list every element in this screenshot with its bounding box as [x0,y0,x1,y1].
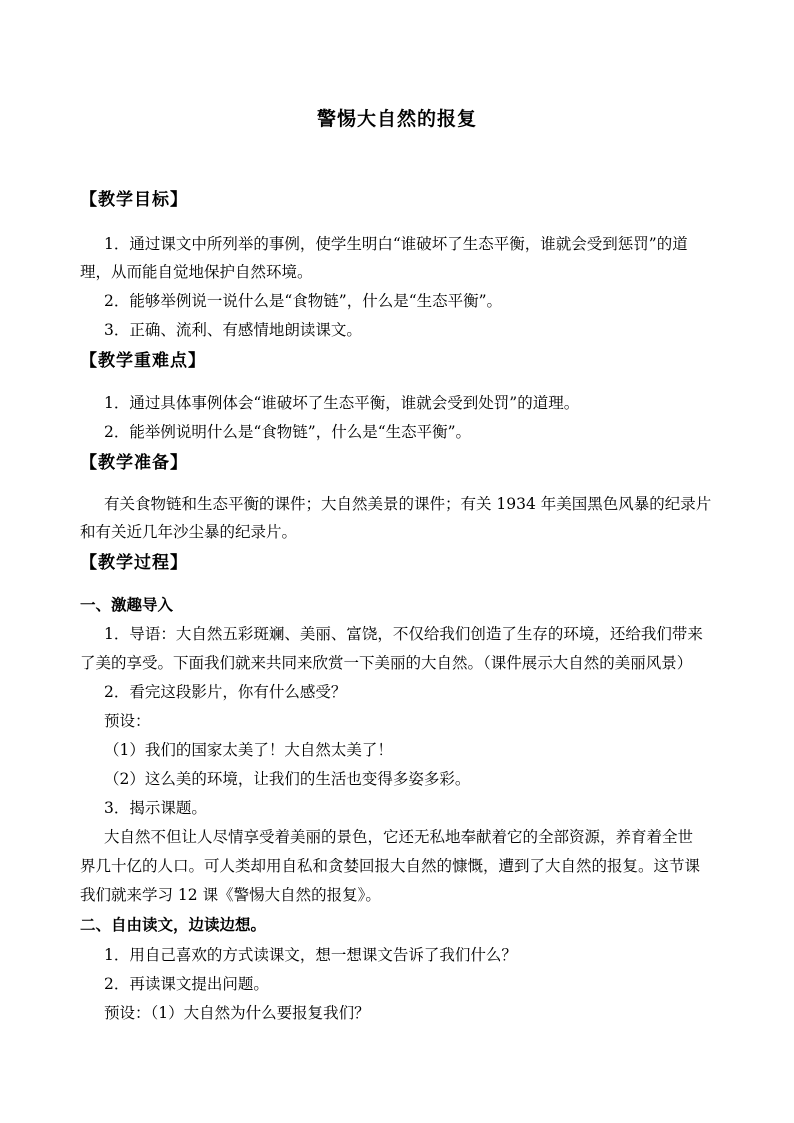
process-part-1-title: 一、激趣导入 [80,595,174,614]
key-point-item-1: 1．通过具体事例体会“谁破坏了生态平衡，谁就会受到处罚”的道理。 [104,394,580,412]
key-point-item-2: 2．能举例说明什么是“食物链”，什么是“生态平衡”。 [104,423,472,441]
process-part-2-title: 二、自由读文，边读边想。 [80,915,267,934]
part-1-preset-label: 预设： [104,712,151,730]
part-1-item-1-cont: 了美的享受。下面我们就来共同来欣赏一下美丽的大自然。（课件展示大自然的美丽风景） [80,654,693,672]
part-1-preset-option-1: （1）我们的国家太美了！大自然太美了！ [104,741,393,759]
part-1-paragraph: 大自然不但让人尽情享受着美丽的景色，它还无私地奉献着它的全部资源，养育着全世 [104,828,694,846]
part-1-item-2: 2．看完这段影片，你有什么感受？ [104,683,347,701]
section-heading-preparation: 【教学准备】 [80,453,188,473]
part-2-item-1: 1．用自己喜欢的方式读课文，想一想课文告诉了我们什么？ [104,946,517,964]
preparation-text-cont: 和有关近几年沙尘暴的纪录片。 [80,523,298,541]
goal-item-3: 3．正确、流利、有感情地朗读课文。 [104,321,362,339]
part-1-preset-option-2: （2）这么美的环境，让我们的生活也变得多姿多彩。 [104,770,471,788]
section-heading-key-points: 【教学重难点】 [80,351,206,371]
preparation-text: 有关食物链和生态平衡的课件；大自然美景的课件；有关 1934 年美国黑色风暴的纪录片 [104,495,712,513]
part-1-paragraph-cont-2: 我们就来学习 12 课《警惕大自然的报复》。 [80,886,381,904]
part-1-item-1: 1．导语：大自然五彩斑斓、美丽、富饶，不仅给我们创造了生存的环境，还给我们带来 [104,625,703,643]
document-title: 警惕大自然的报复 [316,108,477,130]
part-1-item-3: 3．揭示课题。 [104,799,207,817]
part-2-item-2: 2．再读课文提出问题。 [104,975,269,993]
goal-item-1: 1．通过课文中所列举的事例，使学生明白“谁破坏了生态平衡，谁就会受到惩罚”的道 [104,235,688,253]
goal-item-2: 2．能够举例说一说什么是“食物链”，什么是“生态平衡”。 [104,292,503,310]
part-2-preset: 预设：（1）大自然为什么要报复我们？ [104,1004,370,1022]
goal-item-1-cont: 理，从而能自觉地保护自然环境。 [80,263,313,281]
section-heading-process: 【教学过程】 [80,553,188,573]
part-1-paragraph-cont-1: 界几十亿的人口。可人类却用自私和贪婪回报大自然的慷慨，遭到了大自然的报复。这节课 [80,857,701,875]
section-heading-goals: 【教学目标】 [80,190,188,210]
